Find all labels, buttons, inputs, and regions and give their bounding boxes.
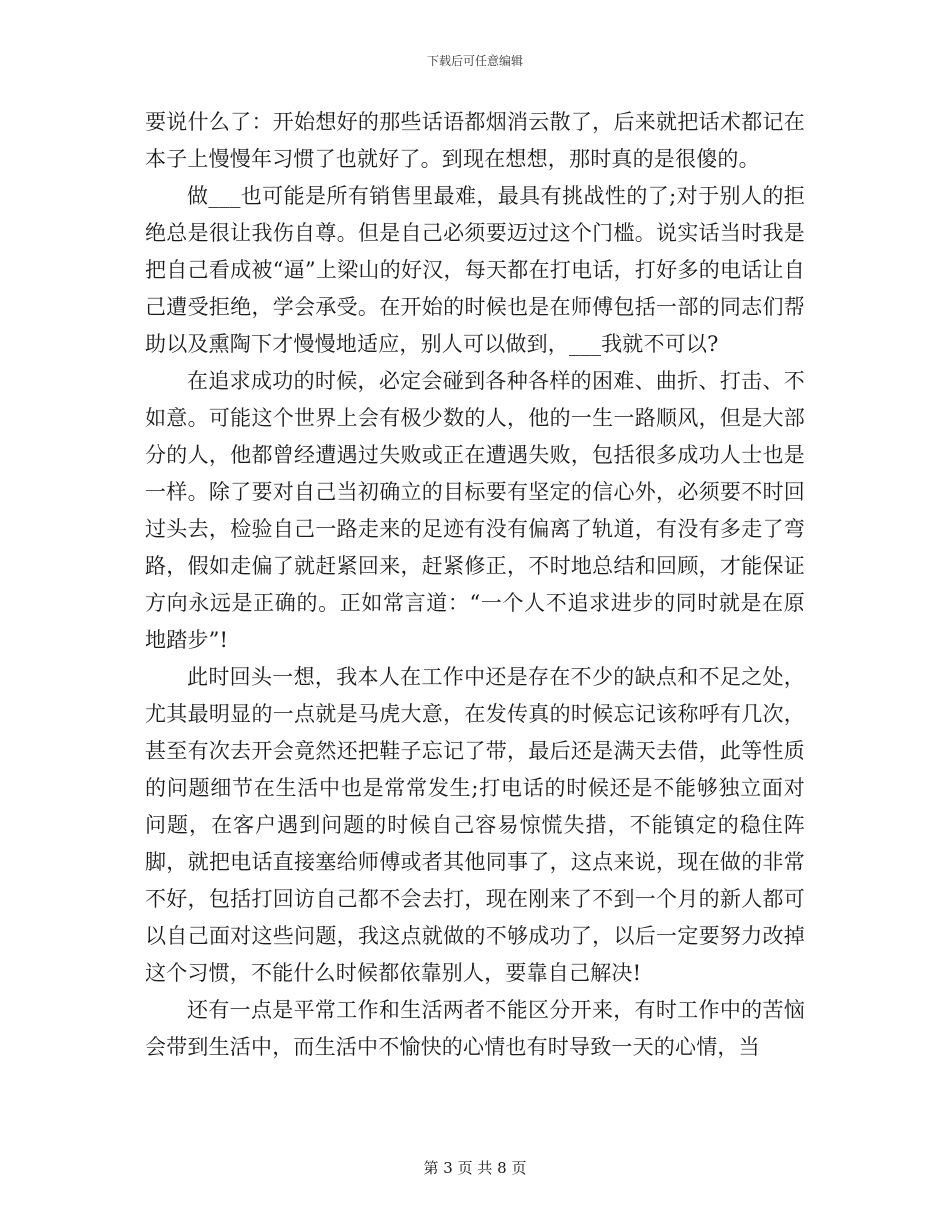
paragraph-4: 此时回头一想，我本人在工作中还是存在不少的缺点和不足之处，尤其最明显的一点就是马虎大意，在发传真的时候忘记该称呼有几次，甚至有次去开会竟然还把鞋子忘记了带，最后还是满天去借，此等性质的问题细节在生活中也是常常发生;打电话的时候还是不能够独立面对问题，在客户遇到问题的时候自己容易惊慌失措，不能镇定的稳住阵脚，就把电话直接塞给师傅或者其他同事了，这点来说，现在做的非常不好，包括打回访自己都不会去打，现在刚来了不到一个月的新人都可以自己面对这些问题，我这点就做的不够成功了，以后一定要努力改掉这个习惯，不能什么时候都依靠别人，要靠自己解决! bbox=[145, 665, 805, 985]
paragraph-5: 还有一点是平常工作和生活两者不能区分开来，有时工作中的苦恼会带到生活中，而生活中不愉快的心情也有时导致一天的心情，当 bbox=[145, 998, 805, 1059]
paragraph-2: 做___也可能是所有销售里最难，最具有挑战性的了;对于别人的拒绝总是很让我伤自尊。但是自己必须要迈过这个门槛。说实话当时我是把自己看成被“逼”上梁山的好汉，每天都在打电话，打好多的电话让自己遭受拒绝，学会承受。在开始的时候也是在师傅包括一部的同志们帮助以及熏陶下才慢慢地适应，别人可以做到，___我就不可以? bbox=[145, 184, 805, 356]
page-number: 第 3 页 共 8 页 bbox=[423, 1159, 527, 1177]
paragraph-1: 要说什么了：开始想好的那些话语都烟消云散了，后来就把话术都记在本子上慢慢年习惯了也就好了。到现在想想，那时真的是很傻的。 bbox=[145, 110, 805, 171]
document-body bbox=[145, 104, 805, 1066]
paragraph-3: 在追求成功的时候，必定会碰到各种各样的困难、曲折、打击、不如意。可能这个世界上会有极少数的人，他的一生一路顺风，但是大部分的人，他都曾经遭遇过失败或正在遭遇失败，包括很多成功人士也是一样。除了要对自己当初确立的目标要有坚定的信心外，必须要不时回过头去，检验自己一路走来的足迹有没有偏离了轨道，有没有多走了弯路，假如走偏了就赶紧回来，赶紧修正，不时地总结和回顾，才能保证方向永远是正确的。正如常言道：“一个人不追求进步的同时就是在原地踏步”! bbox=[145, 369, 805, 652]
page-header: 下载后可任意编辑 bbox=[426, 54, 523, 68]
